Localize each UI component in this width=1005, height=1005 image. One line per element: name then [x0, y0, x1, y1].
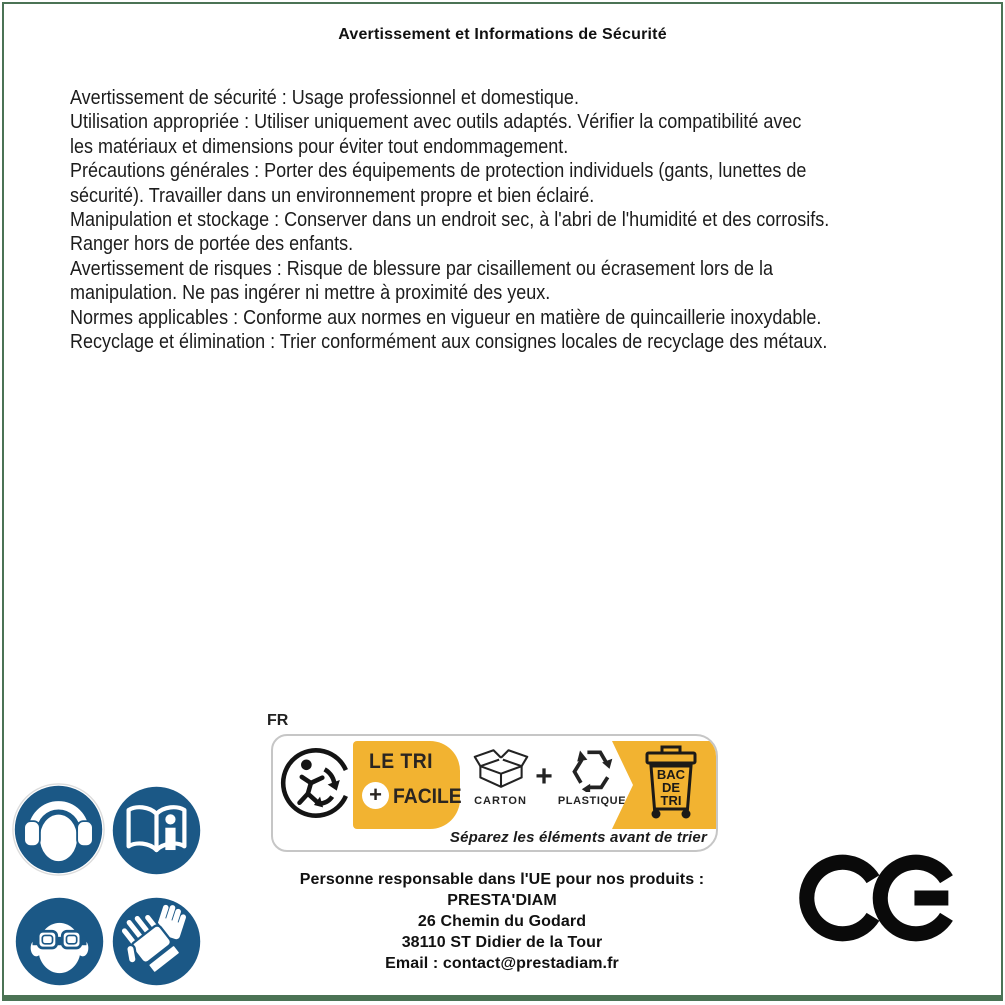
cardboard-box-icon	[471, 745, 531, 793]
safety-text-line: Avertissement de sécurité : Usage professionnel et domestique.	[70, 87, 579, 109]
safety-text-line: sécurité). Travailler dans un environnement propre et bien éclairé.	[70, 184, 595, 207]
country-code-label: FR	[267, 712, 289, 729]
wear-ear-protection-icon	[12, 783, 105, 876]
ce-marking-icon	[792, 848, 954, 948]
responsible-city: 38110 ST Didier de la Tour	[401, 934, 603, 951]
responsible-street: 26 Chemin du Godard	[417, 913, 587, 930]
safety-text-line: Précautions générales : Porter des équipements de protection individuels (gants, lunettes de	[70, 160, 807, 183]
plus-circle-icon	[362, 782, 389, 809]
wear-eye-protection-icon	[13, 895, 106, 988]
safety-text-line: Manipulation et stockage : Conserver dans un endroit sec, à l'abri de l'humidité et des corrosifs.	[70, 209, 830, 232]
material-plastique-label: PLASTIQUE	[557, 795, 627, 807]
page-border-bottom	[2, 995, 1003, 1001]
safety-text-block	[70, 86, 829, 354]
safety-text-line: Utilisation appropriée : Utiliser uniquement avec outils adaptés. Vérifier la compatibilité avec	[70, 111, 802, 134]
bin-text-line1: BAC	[656, 767, 686, 782]
material-carton-label: CARTON	[474, 795, 527, 807]
recycling-sorting-label	[271, 734, 718, 852]
sorting-tagline: Séparez les éléments avant de trier	[449, 829, 707, 846]
page-title: Avertissement et Informations de Sécurité	[338, 26, 667, 43]
read-instruction-manual-icon	[110, 784, 203, 877]
safety-text-line: Recyclage et élimination : Trier conformément aux consignes locales de recyclage des métaux.	[70, 331, 828, 354]
responsible-company: PRESTA'DIAM	[447, 892, 557, 909]
page-border-right	[1001, 2, 1003, 1001]
triman-icon	[279, 745, 355, 821]
materials-plus-sign: +	[535, 760, 553, 793]
responsible-block	[252, 869, 752, 974]
safety-text-line: Avertissement de risques : Risque de blessure par cisaillement ou écrasement lors de la	[70, 257, 774, 280]
responsible-email: Email : contact@prestadiam.fr	[385, 955, 619, 972]
sorting-headline-line1: LE TRI	[369, 750, 433, 773]
sorting-bin-icon	[642, 745, 700, 823]
responsible-intro: Personne responsable dans l'UE pour nos produits :	[299, 871, 705, 888]
recycling-triangle-icon	[566, 744, 618, 792]
bin-text-line3: TRI	[660, 793, 682, 808]
safety-text-line: manipulation. Ne pas ingérer ni mettre à proximité des yeux.	[70, 282, 551, 305]
plus-sign: +	[369, 782, 382, 807]
safety-text-line: Normes applicables : Conforme aux normes en vigueur en matière de quincaillerie inoxydable.	[70, 306, 822, 329]
wear-protective-gloves-icon	[110, 895, 203, 988]
page-border-top	[2, 2, 1003, 4]
sorting-headline-banner	[353, 741, 460, 829]
safety-text-line: les matériaux et dimensions pour éviter tout endommagement.	[70, 135, 569, 158]
safety-text-line: Ranger hors de portée des enfants.	[70, 233, 354, 256]
page-border-left	[2, 2, 4, 1001]
bin-text-line2: DE	[661, 780, 681, 795]
sorting-headline-line2: FACILE	[393, 785, 462, 808]
